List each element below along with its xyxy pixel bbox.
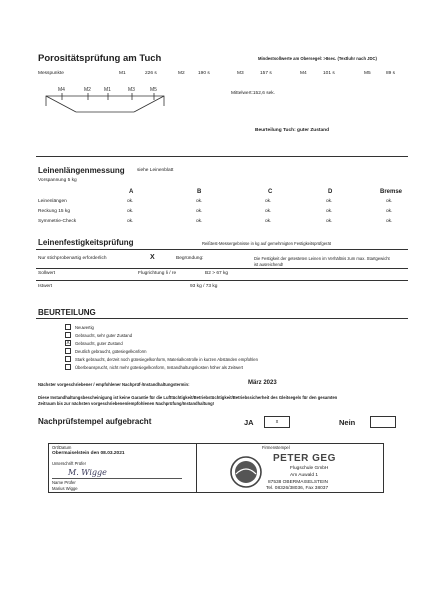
footer-divider bbox=[196, 443, 197, 493]
diagram-label-m1: M1 bbox=[104, 87, 111, 93]
direction: Flugrichtung li / re bbox=[138, 271, 177, 276]
lines-cell: ok. bbox=[326, 199, 333, 204]
place-value: Obermaiselstein den 08.03.2021 bbox=[52, 451, 125, 456]
assessment-checkbox[interactable] bbox=[65, 356, 71, 362]
lines-cell: ok. bbox=[326, 209, 333, 214]
place-label: Ort/Datum bbox=[52, 445, 72, 450]
assessment-option: Überbeansprucht, nicht mehr gütesiegelkonform, Instandhaltungskosten höher als Zeitwert bbox=[75, 365, 244, 370]
lines-cell: ok. bbox=[196, 209, 203, 214]
divider-5 bbox=[36, 318, 408, 319]
lines-cell: ok. bbox=[326, 219, 333, 224]
divider-1 bbox=[36, 156, 408, 157]
assessment-checkbox[interactable] bbox=[65, 332, 71, 338]
point-m2-name: M2 bbox=[178, 71, 185, 76]
lines-cell: ok. bbox=[386, 209, 393, 214]
sample-required: Nur stichprobenartig erforderlich bbox=[38, 256, 107, 261]
lines-cell: ok. bbox=[265, 219, 272, 224]
lines-col-a: A bbox=[129, 189, 134, 195]
lines-row-label: Leinenlängen bbox=[38, 199, 67, 204]
points-label: Messpunkte bbox=[38, 71, 64, 76]
next-date-label: Nächster vorgeschriebener / empfohlener Nachprüf-/Instandhaltungstermin: bbox=[38, 382, 190, 387]
porosity-rating: Beurteilung Tuch: guter Zustand bbox=[255, 128, 329, 133]
assessment-option: Neuwertig bbox=[75, 325, 94, 330]
lines-cell: ok. bbox=[265, 209, 272, 214]
sample-mark: X bbox=[150, 254, 155, 261]
target-value: B2 > 67 kg bbox=[205, 271, 229, 276]
stamp-label: Nachprüfstempel aufgebracht bbox=[38, 417, 152, 426]
assessment-option: Gebraucht, guter Zustand bbox=[75, 341, 123, 346]
lines-cell: ok. bbox=[196, 199, 203, 204]
assessment-checkbox[interactable] bbox=[65, 324, 71, 330]
porosity-mean: Mittelwert:152,6 sek. bbox=[231, 91, 275, 96]
lines-cell: ok. bbox=[127, 199, 134, 204]
name-value: Marius Wigge bbox=[52, 486, 78, 491]
diagram-label-m2: M2 bbox=[84, 87, 91, 93]
reason-text: Die Festigkeit der getesteten Leinen im Verhältnis zum max. Startgewicht bbox=[254, 256, 390, 261]
lines-col-d: D bbox=[328, 189, 333, 195]
target-label: Sollwert bbox=[38, 271, 56, 276]
signature-line bbox=[52, 478, 182, 479]
point-m4-value: 101 s bbox=[323, 71, 335, 76]
stamp-no-label: Nein bbox=[339, 418, 356, 427]
assessment-title: BEURTEILUNG bbox=[38, 308, 96, 317]
strength-title: Leinenfestigkeitsprüfung bbox=[38, 238, 134, 247]
lines-row-label: Symmetrie-Check bbox=[38, 219, 77, 224]
lines-cell: ok. bbox=[386, 199, 393, 204]
lines-title-suffix: siehe Leinenblatt bbox=[137, 168, 174, 173]
assessment-option: Stark gebraucht, derzeit noch gütesiegelkonform, Materialkontrolle in kurzen Abständen empfohlen bbox=[75, 357, 258, 362]
diagram-label-m4: M4 bbox=[58, 87, 65, 93]
porosity-minimum: Mindestsollwerte am Obersegel: >8sec. (Textluhr nach JDC) bbox=[258, 56, 377, 61]
point-m5-name: M5 bbox=[364, 71, 371, 76]
company-sub: Flugschule GmbH bbox=[290, 466, 329, 471]
point-m1-name: M1 bbox=[119, 71, 126, 76]
assessment-checkbox[interactable] bbox=[65, 348, 71, 354]
lines-col-b: B bbox=[197, 189, 202, 195]
company-name: PETER GEG bbox=[273, 453, 336, 464]
point-m1-value: 226 s bbox=[145, 71, 157, 76]
lines-cell: ok. bbox=[196, 219, 203, 224]
lines-col-brake: Bremse bbox=[380, 189, 403, 195]
lines-cell: ok. bbox=[127, 209, 134, 214]
actual-label: Istwert bbox=[38, 284, 53, 289]
company-stamp-label: Firmenstempel bbox=[262, 445, 290, 450]
company-addr2: 87538 OBERMAISELSTEIN bbox=[268, 480, 328, 485]
divider-4 bbox=[36, 280, 408, 281]
reason-label: Begründung: bbox=[176, 256, 204, 261]
divider-3 bbox=[36, 268, 408, 269]
point-m5-value: 89 s bbox=[386, 71, 396, 76]
diagram-label-m5: M5 bbox=[150, 87, 157, 93]
assessment-checkbox[interactable] bbox=[65, 364, 71, 370]
assessment-checkbox[interactable]: X bbox=[66, 340, 70, 346]
disclaimer-2: Zeitraum bis zur nächsten vorgeschriebenen/empfohlenen Nachprüfung/Instandhaltung! bbox=[38, 401, 215, 406]
reason-text-2: ist ausreichend! bbox=[254, 262, 284, 267]
company-tel: Tel. 08326/38036, Fax 38037 bbox=[266, 486, 329, 491]
point-m3-name: M3 bbox=[237, 71, 244, 76]
name-label: Name Prüfer bbox=[52, 480, 76, 485]
lines-row-label: Reckung 15 kg bbox=[38, 209, 70, 214]
lines-title: Leinenlängenmessung bbox=[38, 166, 125, 175]
lines-preload: Vorspannung 5 kg bbox=[38, 178, 77, 183]
porosity-title: Porositätsprüfung am Tuch bbox=[38, 53, 162, 64]
lines-cell: ok. bbox=[386, 219, 393, 224]
assessment-option: Deutlich gebraucht, gütesiegelkonform bbox=[75, 349, 147, 354]
lines-col-c: C bbox=[268, 189, 273, 195]
lines-cell: ok. bbox=[265, 199, 272, 204]
next-date: März 2023 bbox=[248, 380, 277, 386]
disclaimer-1: Diese Instandhaltungsbescheinigung ist keine Garantie für die Lufttüchtigkeit/Betriebstüchtigkeit/Betriebssicherheit des Gleitsegels für den gesamten bbox=[38, 395, 338, 400]
canopy-diagram bbox=[36, 82, 176, 118]
stamp-yes-box[interactable]: x bbox=[264, 416, 290, 428]
diagram-label-m3: M3 bbox=[128, 87, 135, 93]
point-m2-value: 190 s bbox=[198, 71, 210, 76]
actual-value: 93 kg / 73 kg bbox=[190, 284, 218, 289]
point-m4-name: M4 bbox=[300, 71, 307, 76]
point-m3-value: 157 s bbox=[260, 71, 272, 76]
company-addr1: Am Auwald 1 bbox=[290, 473, 318, 478]
divider-2 bbox=[36, 249, 408, 250]
lines-cell: ok. bbox=[127, 219, 134, 224]
assessment-option: Gebraucht, sehr guter Zustand bbox=[75, 333, 133, 338]
signature: M. Wigge bbox=[68, 468, 107, 477]
stamp-no-box[interactable] bbox=[370, 416, 396, 428]
stamp-yes-label: JA bbox=[244, 418, 254, 427]
company-logo-icon bbox=[226, 454, 266, 490]
signature-label: Unterschrift Prüfer bbox=[52, 461, 86, 466]
strength-note: Reißtest-Messergebnisse in kg auf gemehmigten Festigkeitsprüfgerät bbox=[202, 241, 331, 246]
